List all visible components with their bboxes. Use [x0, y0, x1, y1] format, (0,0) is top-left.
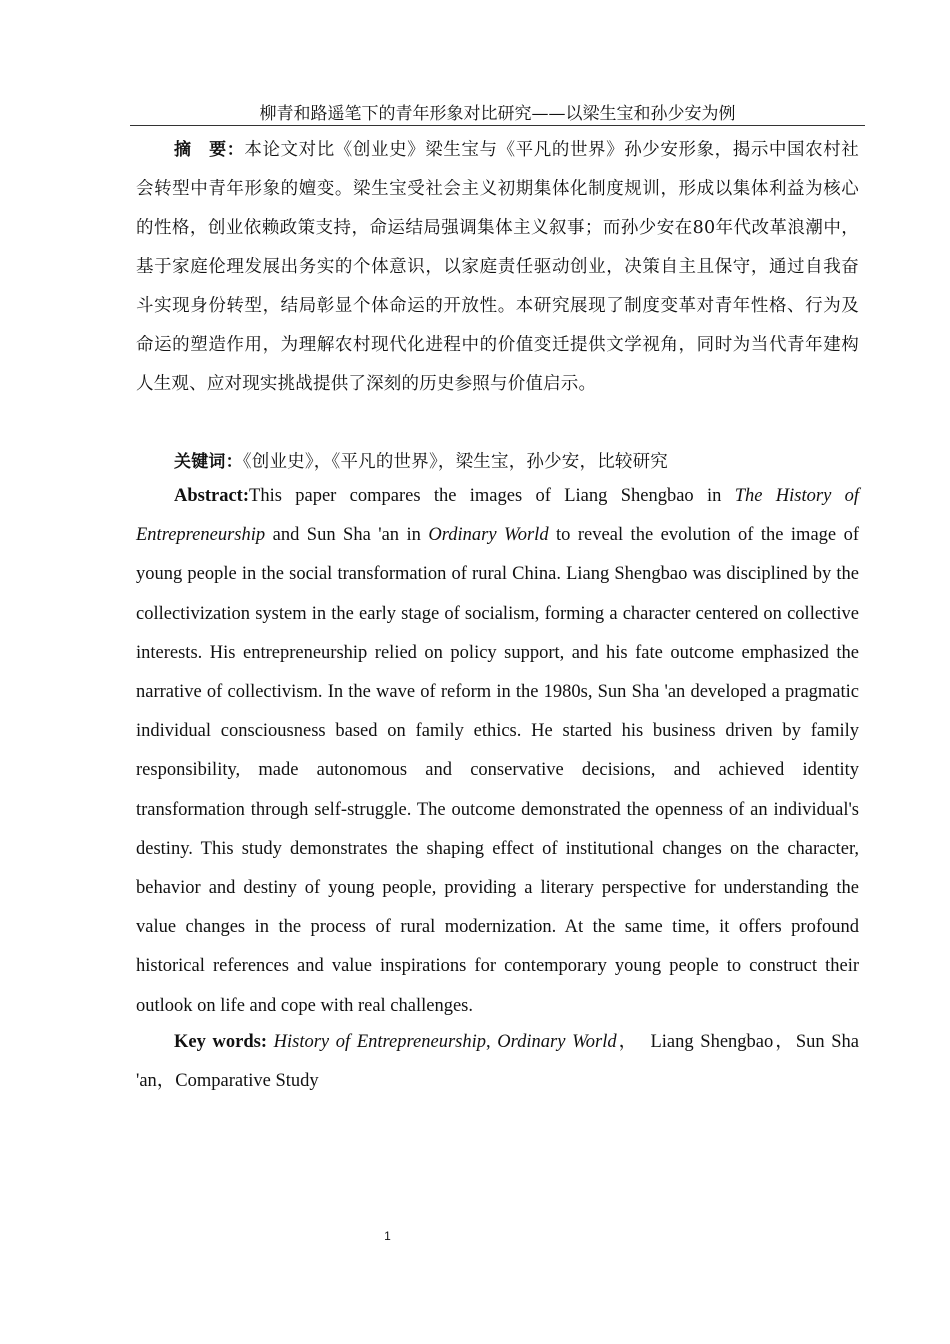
- page-number: 1: [384, 1229, 391, 1243]
- english-abstract-text-1: This paper compares the images of Liang Shengbao in: [249, 486, 735, 506]
- english-abstract-text-3: to reveal the evolution of the image of young people in the social transformation of rural China. Liang Shengbao was disciplined by the collectivization system in the early stage of socialism, forming a character centered on collective interests. His entrepreneurship relied on policy support, and his fate outcome emphasized the narrative of collectivism. In the wave of reform in the 1980s, Sun Sha 'an developed a pragmatic individual consciousness based on family ethics. He started his business driven by family responsibility, made autonomous and conservative decisions, and achieved identity transformation through self-struggle. The outcome demonstrated the openness of an individual's destiny. This study demonstrates the shaping effect of institutional changes on the character, behavior and destiny of young people, providing a literary perspective for understanding the value changes in the process of rural modernization. At the same time, it offers profound historical references and value inspirations for contemporary young people to construct their outlook on life and cope with real challenges.: [136, 525, 859, 1016]
- english-keyword-2: Ordinary World: [497, 1032, 617, 1052]
- running-header-title: 柳青和路遥笔下的青年形象对比研究——以梁生宝和孙少安为例: [259, 104, 736, 124]
- header-divider: [130, 125, 865, 126]
- english-abstract-text-2: and Sun Sha 'an in: [265, 525, 429, 546]
- chinese-keywords-text: 《创业史》，《平凡的世界》，梁生宝，孙少安，比较研究: [242, 452, 669, 472]
- english-abstract-label: Abstract:: [174, 486, 250, 506]
- chinese-abstract-text: 本论文对比《创业史》梁生宝与《平凡的世界》孙少安形象，揭示中国农村社会转型中青年形象的嬗变。梁生宝受社会主义初期集体化制度规训，形成以集体利益为核心的性格，创业依赖政策支持，命运结局强调集体主义叙事；而孙少安在80年代改革浪潮中，基于家庭伦理发展出务实的个体意识，以家庭责任驱动创业，决策自主且保守，通过自我奋斗实现身份转型，结局彰显个体命运的开放性。本研究展现了制度变革对青年性格、行为及命运的塑造作用，为理解农村现代化进程中的价值变迁提供文学视角，同时为当代青年建构人生观、应对现实挑战提供了深刻的历史参照与价值启示。: [136, 140, 859, 394]
- english-abstract: [136, 477, 859, 1026]
- english-keywords-rest: ， Liang Shengbao，Sun Sha 'an，Comparative Study: [136, 1032, 860, 1092]
- english-abstract-title-1: The History of Entrepreneurship: [136, 486, 859, 546]
- english-keywords: [136, 1023, 859, 1101]
- chinese-abstract-label: 摘 要：: [174, 140, 245, 160]
- chinese-abstract: [136, 131, 859, 404]
- english-keyword-1: History of Entrepreneurship: [273, 1032, 486, 1052]
- english-abstract-title-2: Ordinary World: [428, 525, 549, 546]
- english-keyword-separator: ,: [485, 1032, 498, 1052]
- english-keywords-label: Key words:: [174, 1032, 267, 1052]
- chinese-keywords-label: 关键词：: [174, 452, 243, 472]
